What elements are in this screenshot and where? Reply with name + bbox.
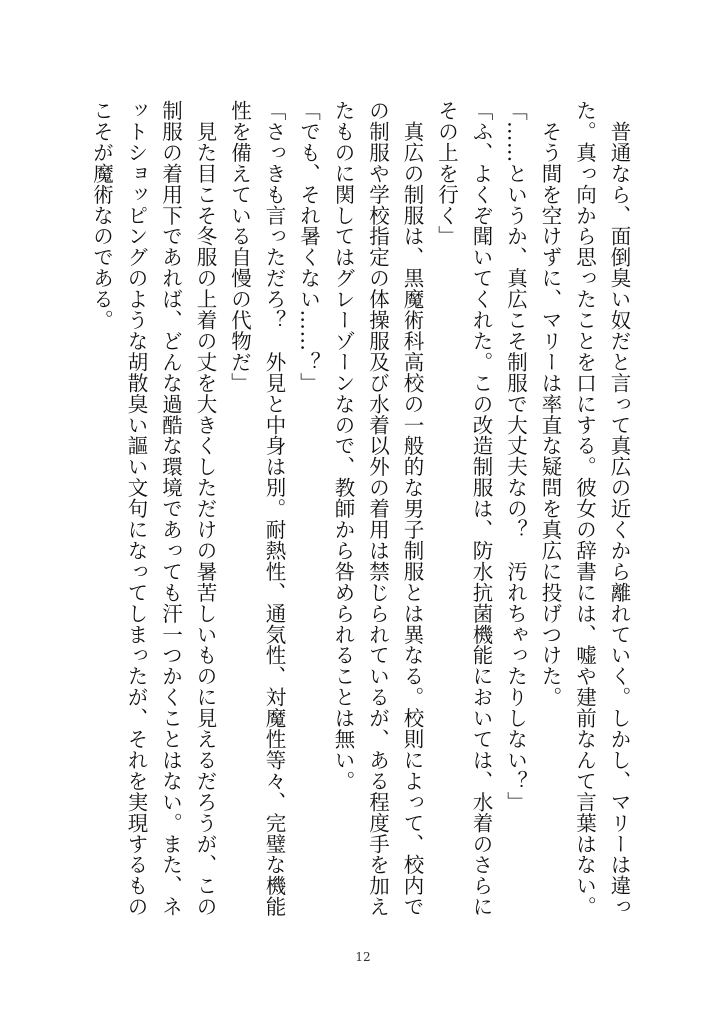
text-line: ットショッピングのような胡散臭い謳い文句になってしまったが、それを実現するもの [124,100,148,918]
text-line: の制服や学校指定の体操服及び水着以外の着用は禁じられているが、ある程度手を加え [365,100,390,918]
text-line: 見た目こそ冬服の上着の丈を大きくしただけの暑苦しいものに見えるだろうが、この [193,100,217,918]
text-line: そう間を空けずに、マリーは率直な疑問を真広に投げつけた。 [538,100,562,708]
text-line: 「……というか、真広こそ制服で大丈夫なの？ 汚れちゃったりしない？」 [503,100,528,813]
text-line: たものに関してはグレーゾーンなので、教師から咎められることは無い。 [331,100,355,792]
text-line: 「さっきも言っただろ？ 外見と中身は別。耐熱性、通気性、対魔性等々、完璧な機能 [262,100,286,918]
text-line: 性を備えている自慢の代物だ」 [227,100,252,394]
body-text [76,100,636,920]
page-number: 12 [355,950,371,964]
text-line: 真広の制服は、黒魔術科高校の一般的な男子制服とは異なる。校則によって、校内で [400,100,424,918]
text-line: 制服の着用下であれば、どんな過酷な環境であっても汗一つかくことはない。また、ネ [158,100,183,918]
text-line: 「でも、それ暑くない……？」 [296,100,321,394]
text-line: 「ふ、よくぞ聞いてくれた。この改造制服は、防水抗菌機能においては、水着のさらに [469,100,493,918]
text-line: 普通なら、面倒臭い奴だと言って真広の近くから離れていく。しかし、マリーは違っ [607,100,631,918]
text-line: その上を行く」 [434,100,459,247]
text-line: こそが魔術なのである。 [89,100,114,331]
text-line: た。真っ向から思ったことを口にする。彼女の辞書には、嘘や建前なんて言葉はない。 [572,100,597,918]
